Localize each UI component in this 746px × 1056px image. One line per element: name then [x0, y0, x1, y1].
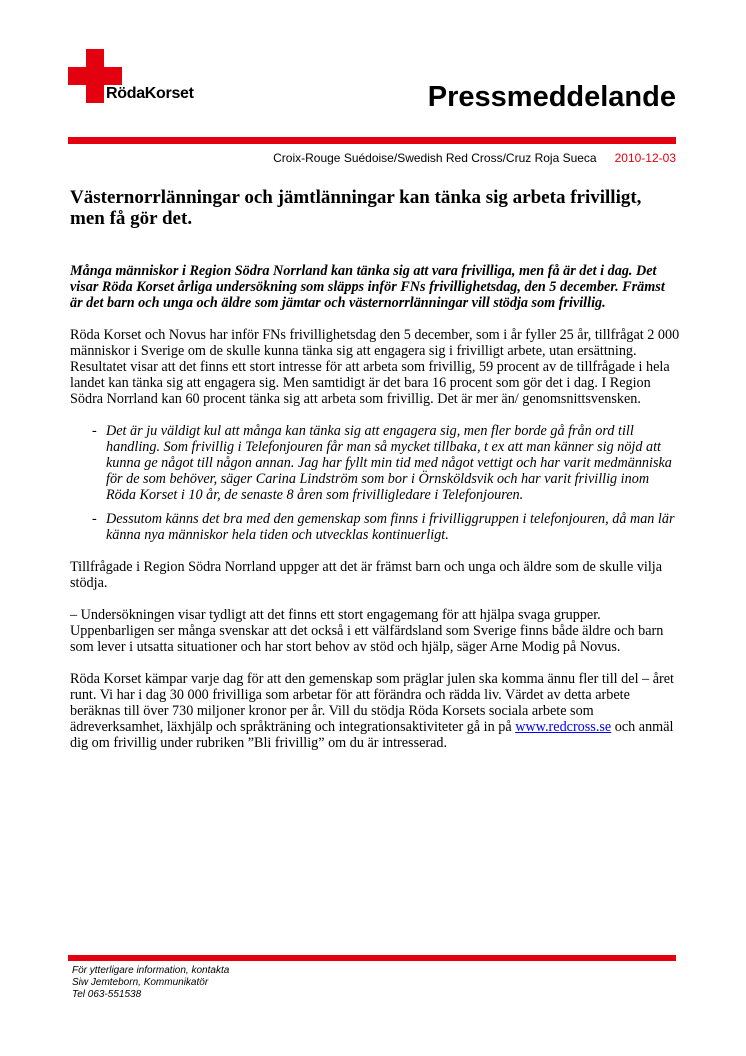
footer-divider: [68, 955, 676, 961]
list-dash: -: [92, 423, 97, 439]
paragraph-4-text: Röda Korset kämpar varje dag för att den gemenskap som präglar julen ska komma ännu fler till del – året runt. Vi har i dag 30 000 frivilliga som arbetar för att förändra och rädda liv. Värdet av detta arbete beräknas till över 730 miljoner kronor per år. Vill du stödja Röda Korsets sociala arbete som ädreverksamhet, läxhjälp och språkträning och integrationsaktiviteter gå in på: [70, 671, 674, 735]
quote-text: Det är ju väldigt kul att många kan tänka sig att engagera sig, men fler borde gå från ord till handling. Som frivillig i Telefonjouren får man så mycket tillbaka, t ex att man känner sig nöjd att kunna ge något till någon annan. Jag har fyllt min tid med något vettigt och har varit medmänniska för de som behöver, säger Carina Lindström som bor i Örnsköldsvik och har varit frivillig inom Röda Korset i 10 år, de senaste 8 åren som frivilligledare i Telefonjouren.: [106, 423, 672, 503]
contact-line-3: Tel 063-551538: [72, 989, 142, 1000]
list-dash: -: [92, 511, 97, 527]
paragraph-4-text-end: och anmäl dig om frivillig under rubriken ”Bli frivillig” om du är intresserad.: [70, 719, 674, 751]
logo-text: RödaKorset: [106, 85, 194, 102]
contact-line-2: Siw Jemteborn, Kommunikatör: [72, 977, 209, 988]
paragraph-1: Röda Korset och Novus har inför FNs frivillighetsdag den 5 december, som i år fyller 25 år, tillfrågat 2 000 människor i Sverige om de skulle kunna tänka sig att engagera sig i frivilligt arbete, utan ersättning. Resultatet visar att det finns ett stort intresse för att arbeta som frivillig, 59 procent av de tillfrågade i hela landet kan tänka sig att engagera sig. Men samtidigt är det bara 16 procent som gör det i dag. I Region Södra Norrland kan 60 procent tänka sig att arbeta som frivillig. Det är mer än/ genomsnittsvensken.: [70, 327, 680, 407]
headline: Västernorrlänningar och jämtlänningar kan tänka sig arbeta frivilligt, men få gör det.: [70, 187, 642, 229]
paragraph-4: [70, 671, 680, 751]
article-body: [70, 263, 680, 767]
header-divider: [68, 137, 676, 144]
quote-item: [70, 511, 680, 543]
contact-line-1: För ytterligare information, kontakta: [72, 965, 230, 976]
contact-footer: [72, 965, 229, 1001]
quote-text: Dessutom känns det bra med den gemenskap som finns i frivilliggruppen i telefonjouren, då man lär känna nya människor hela tiden och utvecklas kontinuerligt.: [106, 511, 675, 543]
lead-paragraph: Många människor i Region Södra Norrland kan tänka sig att vara frivilliga, men få är det i dag. Det visar Röda Korset årliga undersökning som släpps inför FNs frivillighetsdag, den 5 december. Främst är det barn och unga och äldre som jämtar och västernorrlänningar vill stödja som frivillig.: [70, 263, 665, 311]
quote-list: [70, 423, 680, 543]
organization-name: Croix-Rouge Suédoise/Swedish Red Cross/Cruz Roja Sueca: [273, 151, 597, 165]
document-type-title: Pressmeddelande: [427, 81, 676, 113]
paragraph-2: Tillfrågade i Region Södra Norrland uppger att det är främst barn och unga och äldre som de skulle vilja stödja.: [70, 559, 663, 591]
release-date: 2010-12-03: [614, 151, 676, 165]
redcross-website-link[interactable]: www.redcross.se: [515, 719, 612, 735]
red-cross-logo-horizontal: [68, 67, 122, 85]
quote-item: [70, 423, 680, 503]
organization-line: [68, 151, 676, 165]
paragraph-3: – Undersökningen visar tydligt att det finns ett stort engagemang för att hjälpa svaga grupper. Uppenbarligen ser många svenskar att det också i ett välfärdsland som Sverige finns både äldre och barn som lever i utsatta situationer och har stort behov av stöd och hjälp, säger Arne Modig på Novus.: [70, 607, 664, 655]
